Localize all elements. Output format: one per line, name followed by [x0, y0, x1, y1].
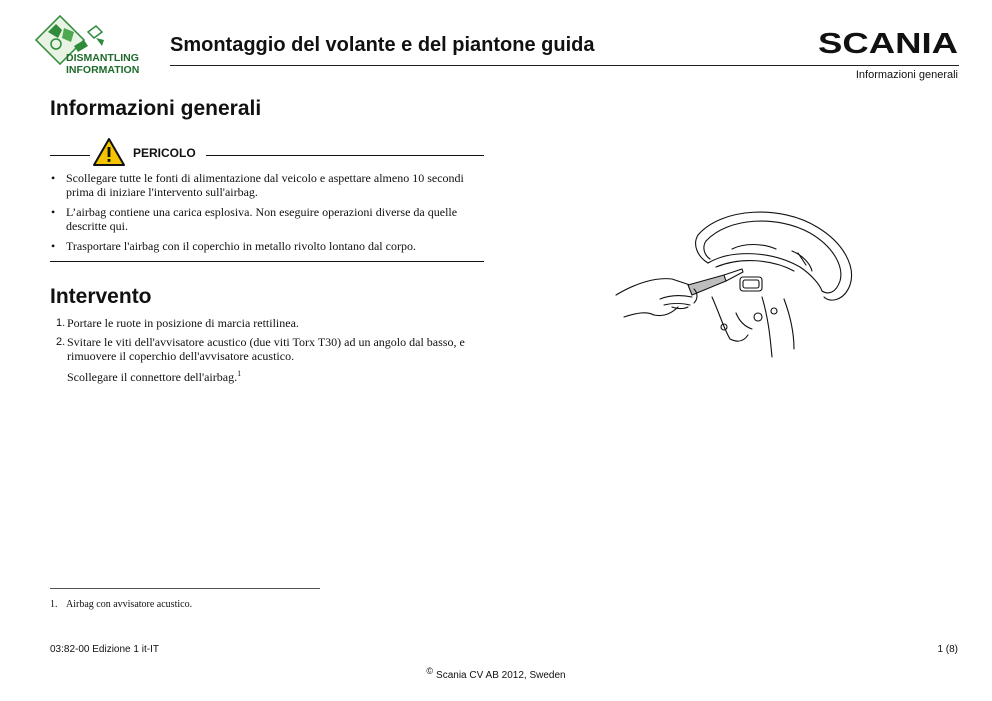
bullet-text: Scollegare tutte le fonti di alimentazione dal veicolo e aspettare almeno 10 secondi prima di iniziare l'intervento sull'airbag.	[66, 171, 464, 199]
document-title: Smontaggio del volante e del piantone guida	[170, 34, 595, 56]
procedure-heading: Intervento	[50, 285, 152, 308]
brand-text: SCANIA	[818, 28, 959, 58]
footnote-text: Airbag con avvisatore acustico.	[66, 599, 193, 610]
list-item: • Scollegare tutte le fonti di alimentazione dal veicolo e aspettare almeno 10 secondi prima di iniziare l'intervento sull'airbag.	[51, 171, 464, 199]
danger-rule-right	[206, 155, 484, 156]
warning-triangle-icon	[92, 137, 126, 167]
footnote-number: 1.	[50, 599, 58, 610]
general-info-heading: Informazioni generali	[50, 97, 262, 120]
footnote-divider	[50, 588, 320, 589]
danger-rule-bottom	[50, 261, 484, 262]
step-note-text: Scollegare il connettore dell'airbag.	[67, 370, 238, 384]
copyright-line	[0, 666, 992, 681]
list-item: • Trasportare l'airbag con il coperchio in metallo rivolto lontano dal corpo.	[51, 239, 416, 253]
logo-line2: INFORMATION	[66, 64, 140, 76]
bullet-text: Trasportare l'airbag con il coperchio in metallo rivolto lontano dal corpo.	[66, 239, 416, 253]
step-text: Portare le ruote in posizione di marcia rettilinea.	[67, 316, 299, 330]
list-item	[50, 316, 490, 330]
step-number: 2.	[56, 336, 66, 348]
danger-rule-left	[50, 155, 90, 156]
danger-label: PERICOLO	[133, 146, 196, 160]
steering-wheel-illustration	[612, 205, 858, 365]
section-header-label: Informazioni generali	[855, 69, 958, 81]
footnote	[50, 599, 192, 610]
page-number: 1 (8)	[937, 644, 958, 655]
procedure-step-list	[50, 316, 490, 368]
step-text: Svitare le viti dell'avvisatore acustico (due viti Torx T30) ad un angolo dal basso, e rimuovere il coperchio dell'avvisatore acustico.	[67, 335, 465, 363]
logo-line1: DISMANTLING	[66, 52, 139, 64]
header-divider	[170, 65, 959, 66]
danger-bullet-list	[50, 171, 488, 259]
list-item: • L’airbag contiene una carica esplosiva. Non eseguire operazioni diverse da quelle descritte qui.	[51, 205, 458, 233]
copyright-icon: ©	[426, 666, 434, 676]
step-note	[67, 369, 241, 385]
step-number: 1.	[56, 317, 66, 329]
dismantling-logo-icon	[30, 12, 148, 78]
bullet-text: L’airbag contiene una carica esplosiva. Non eseguire operazioni diverse da quelle descritte qui.	[66, 205, 458, 233]
document-id: 03:82-00 Edizione 1 it-IT	[50, 644, 159, 655]
list-item	[50, 335, 490, 363]
scania-logo	[818, 28, 960, 58]
copyright-text: Scania CV AB 2012, Sweden	[436, 670, 566, 681]
footnote-reference: 1	[237, 369, 242, 378]
